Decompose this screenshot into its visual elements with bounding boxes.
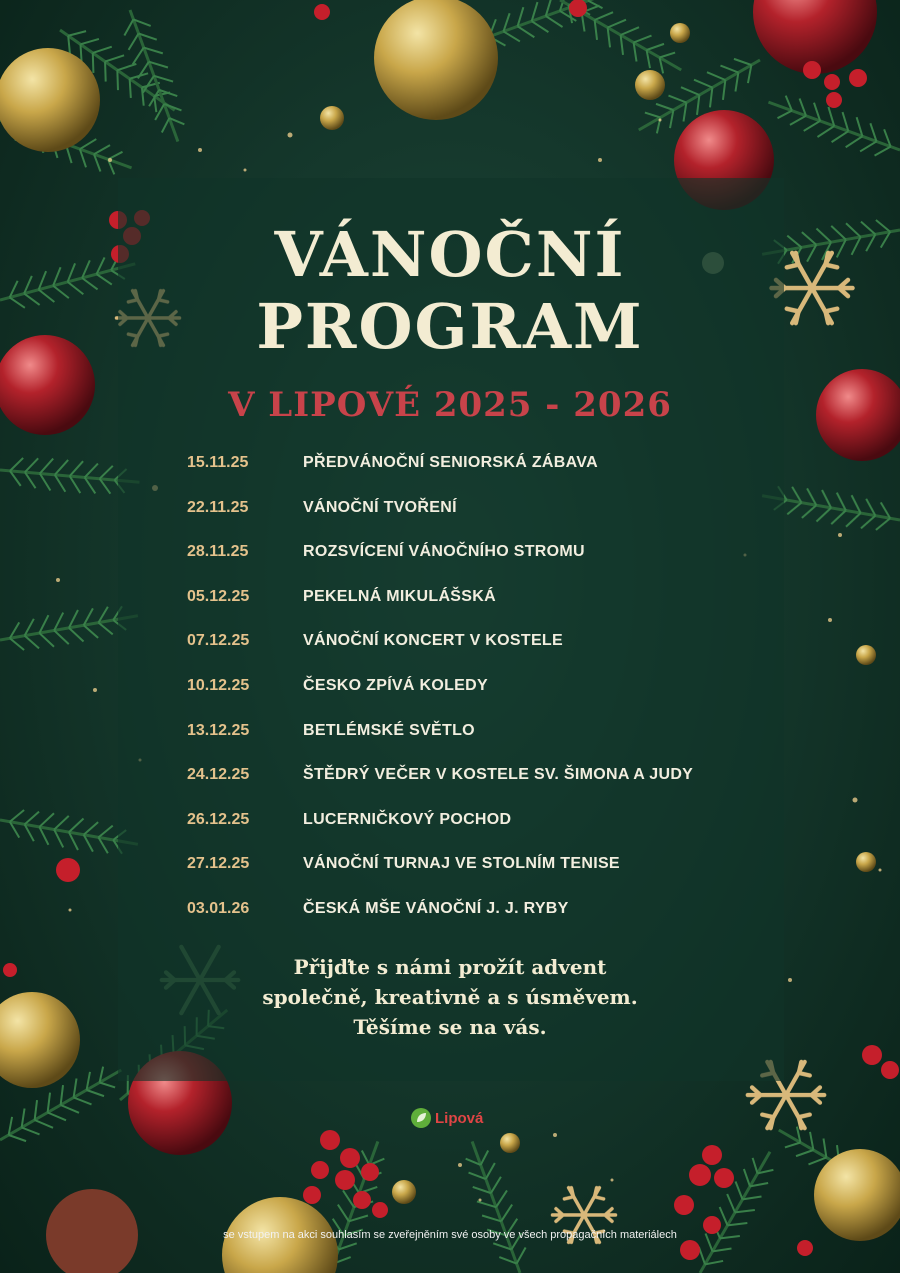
event-date: 03.01.26 bbox=[187, 899, 250, 917]
event-row bbox=[187, 499, 807, 544]
consent-footer: se vstupem na akci souhlasím se zveřejněním své osoby ve všech propagačních materiálech bbox=[223, 1229, 677, 1241]
title-line-1: VÁNOČNÍ bbox=[274, 218, 626, 291]
event-row bbox=[187, 454, 807, 499]
event-name: BETLÉMSKÉ SVĚTLO bbox=[303, 721, 475, 739]
event-date: 13.12.25 bbox=[187, 721, 250, 739]
event-date: 24.12.25 bbox=[187, 766, 250, 784]
event-name: PŘEDVÁNOČNÍ SENIORSKÁ ZÁBAVA bbox=[303, 454, 598, 471]
event-row bbox=[187, 855, 807, 900]
event-name: ČESKO ZPÍVÁ KOLEDY bbox=[303, 676, 488, 694]
event-date: 10.12.25 bbox=[187, 676, 250, 694]
event-name: ČESKÁ MŠE VÁNOČNÍ J. J. RYBY bbox=[303, 899, 569, 917]
event-row bbox=[187, 722, 807, 767]
event-name: PEKELNÁ MIKULÁŠSKÁ bbox=[303, 587, 496, 605]
event-date: 27.12.25 bbox=[187, 855, 250, 873]
lipova-logo bbox=[410, 1107, 483, 1129]
event-row bbox=[187, 588, 807, 633]
logo-text: Lipová bbox=[435, 1109, 484, 1127]
closing-line: společně, kreativně a s úsměvem. bbox=[262, 985, 638, 1009]
event-name: VÁNOČNÍ TURNAJ VE STOLNÍM TENISE bbox=[303, 855, 620, 873]
subtitle: V LIPOVÉ 2025 - 2026 bbox=[228, 385, 672, 425]
closing-message bbox=[0, 952, 900, 1042]
event-date: 15.11.25 bbox=[187, 454, 249, 471]
event-row bbox=[187, 811, 807, 856]
closing-line: Těšíme se na vás. bbox=[353, 1015, 547, 1039]
title-line-2: PROGRAM bbox=[256, 290, 644, 363]
leaf-icon bbox=[410, 1107, 432, 1129]
event-name: LUCERNIČKOVÝ POCHOD bbox=[303, 810, 512, 828]
closing-line: Přijďte s námi prožít advent bbox=[293, 955, 607, 979]
event-date: 05.12.25 bbox=[187, 587, 250, 605]
event-date: 28.11.25 bbox=[187, 543, 249, 561]
event-row bbox=[187, 543, 807, 588]
event-name: VÁNOČNÍ KONCERT V KOSTELE bbox=[303, 632, 563, 650]
event-date: 22.11.25 bbox=[187, 498, 249, 516]
event-list bbox=[187, 454, 807, 945]
event-date: 26.12.25 bbox=[187, 810, 250, 828]
event-row bbox=[187, 766, 807, 811]
event-name: ŠTĚDRÝ VEČER V KOSTELE SV. ŠIMONA A JUDY bbox=[303, 766, 694, 784]
event-name: VÁNOČNÍ TVOŘENÍ bbox=[303, 498, 457, 516]
event-row bbox=[187, 900, 807, 945]
event-row bbox=[187, 677, 807, 722]
event-row bbox=[187, 632, 807, 677]
event-date: 07.12.25 bbox=[187, 632, 250, 650]
event-name: ROZSVÍCENÍ VÁNOČNÍHO STROMU bbox=[303, 543, 585, 561]
